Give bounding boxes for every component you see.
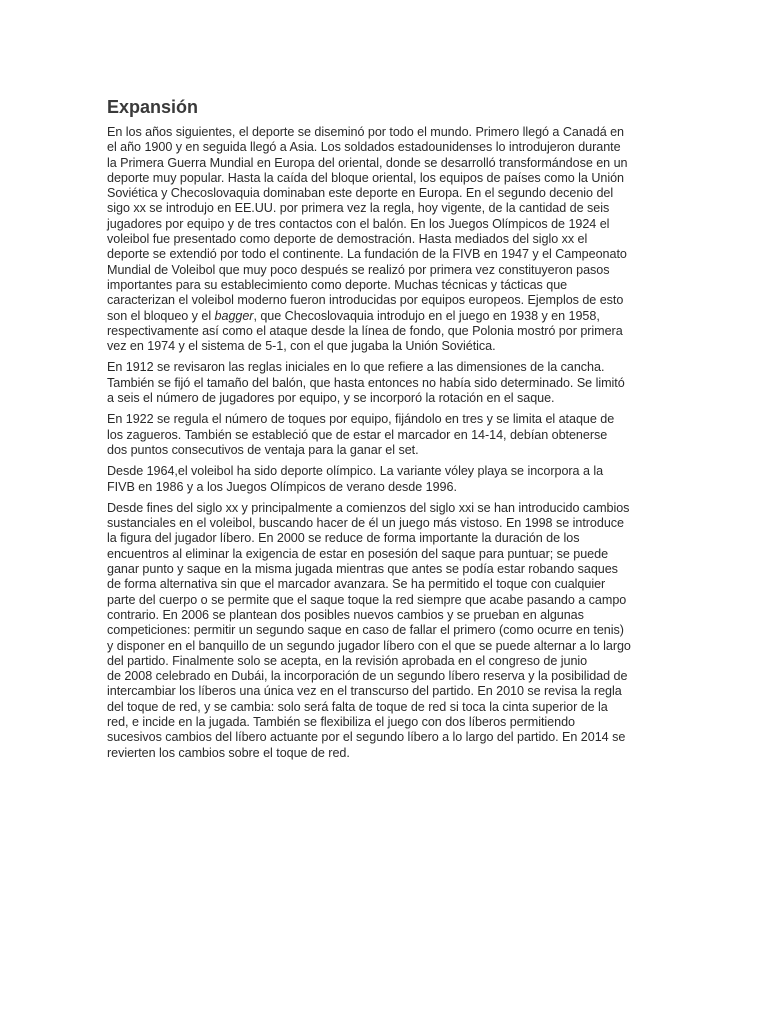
document-page: [107, 95, 659, 767]
text-line: En los años siguientes, el deporte se diseminó por todo el mundo. Primero llegó a Canadá en: [107, 125, 625, 139]
text-line: dos puntos consecutivos de ventaja para la ganar el set.: [107, 442, 419, 457]
text-line: sigo xx se introdujo en EE.UU. por primera vez la regla, hoy vigente, de la cantidad de seis: [107, 201, 610, 216]
text-line: red, e incide en la jugada. También se flexibiliza el juego con dos líberos permitiendo: [107, 714, 575, 729]
text-line: FIVB en 1986 y a los Juegos Olímpicos de verano desde 1996.: [107, 479, 457, 494]
text-line: deporte muy popular. Hasta la caída del bloque oriental, los equipos de países como la Unión: [107, 170, 624, 185]
text-line: sucesivos cambios del líbero actuante por el segundo líbero a lo largo del partido. En 2014 se: [107, 730, 626, 745]
text-segment: , que Checoslovaquia introdujo en el juego en 1938 y en 1958,: [253, 308, 600, 323]
text-line: de 2008 celebrado en Dubái, la incorporación de un segundo líbero reserva y la posibilidad de: [107, 669, 628, 684]
text-line: Desde 1964,el voleibol ha sido deporte olímpico. La variante vóley playa se incorpora a la: [107, 464, 604, 479]
text-line: la Primera Guerra Mundial en Europa del oriental, donde se desarrolló transformándose en un: [107, 155, 628, 170]
text-line: encuentros al eliminar la exigencia de estar en posesión del saque para puntuar; se puede: [107, 546, 609, 561]
text-line: a seis el número de jugadores por equipo, y se incorporó la rotación en el saque.: [107, 391, 555, 406]
text-line: importantes para su establecimiento como deporte. Muchas técnicas y tácticas que: [107, 277, 568, 292]
text-line: En 1922 se regula el número de toques por equipo, fijándolo en tres y se limita el ataque de: [107, 412, 615, 427]
text-line: contrario. En 2006 se plantean dos posibles nuevos cambios y se prueban en algunas: [107, 607, 584, 622]
text-line: competiciones: permitir un segundo saque en caso de fallar el primero (como ocurre en tenis): [107, 623, 624, 638]
text-line: En 1912 se revisaron las reglas iniciales en lo que refiere a las dimensiones de la cancha.: [107, 360, 605, 375]
text-line: [107, 309, 659, 324]
text-line: ganar punto y saque en la misma jugada mientras que antes se podía estar robando saques: [107, 562, 618, 577]
text-line: caracterizan el voleibol moderno fueron introducidas por equipos europeos. Ejemplos de esto: [107, 293, 624, 308]
italic-term: bagger: [214, 308, 254, 323]
text-line: revierten los cambios sobre el toque de red.: [107, 745, 350, 760]
text-line: Desde fines del siglo xx y principalmente a comienzos del siglo xxi se han introducido cambios: [107, 500, 630, 515]
text-line: vez en 1974 y el sistema de 5-1, con el que jugaba la Unión Soviética.: [107, 339, 496, 354]
text-line: los zagueros. También se estableció que de estar el marcador en 14-14, debían obtenerse: [107, 427, 608, 442]
paragraph-expansion-history: [107, 125, 659, 354]
paragraph-1922-rules: [107, 412, 659, 458]
text-line: deporte se extendió por todo el continente. La fundación de la FIVB en 1947 y el Campeonato: [107, 247, 627, 262]
paragraph-olympic: [107, 464, 659, 495]
text-segment: son el bloqueo y el: [107, 308, 215, 323]
text-line: el año 1900 y en seguida llegó a Asia. Los soldados estadounidenses lo introdujeron durante: [107, 140, 621, 155]
text-line: sustanciales en el voleibol, buscando hacer de él un juego más vistoso. En 1998 se introduce: [107, 516, 624, 531]
text-line: intercambiar los líberos una única vez en el transcurso del partido. En 2010 se revisa la regla: [107, 684, 622, 699]
text-line: parte del cuerpo o se permite que el saque toque la red siempre que acabe pasando a campo: [107, 592, 627, 607]
text-line: Mundial de Voleibol que muy poco después se realizó por primera vez constituyeron pasos: [107, 262, 610, 277]
text-line: del toque de red, y se cambia: solo será falta de toque de red si toca la cinta superior de la: [107, 699, 608, 714]
text-line: la figura del jugador líbero. En 2000 se reduce de forma importante la duración de los: [107, 531, 580, 546]
paragraph-1912-rules: [107, 360, 659, 406]
text-line: y disponer en el banquillo de un segundo jugador líbero con el que se puede alternar a lo largo: [107, 638, 631, 653]
text-line: jugadores por equipo y de tres contactos con el balón. En los Juegos Olímpicos de 1924 el: [107, 216, 610, 231]
text-line: del partido. Finalmente solo se acepta, en la revisión aprobada en el congreso de junio: [107, 653, 588, 668]
text-line: de forma alternativa sin que el marcador avanzara. Se ha permitido el toque con cualquier: [107, 577, 606, 592]
section-heading: Expansión: [107, 97, 199, 117]
text-line: Soviética y Checoslovaquia dominaban este deporte en Europa. En el segundo decenio del: [107, 186, 614, 201]
text-line: voleibol fue presentado como deporte de demostración. Hasta mediados del siglo xx el: [107, 232, 588, 247]
text-line: También se fijó el tamaño del balón, que hasta entonces no había sido determinado. Se limitó: [107, 375, 625, 390]
text-line: respectivamente así como el ataque desde la línea de fondo, que Polonia mostró por primera: [107, 323, 623, 338]
paragraph-modern-changes: [107, 501, 659, 761]
